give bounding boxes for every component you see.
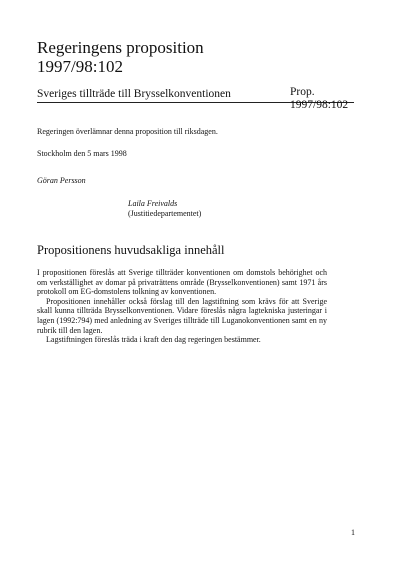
summary-paragraph: Propositionen innehåller också förslag till den lagstiftning som krävs för att Sverige skall kunna tillträda Brysselkonventionen. Vidare föreslås några lagtekniska justeringar i lagen (1992:794) med anledning av Sveriges tillträde till Luganokonventionen samt en ny rubrik till den lagen. (37, 296, 327, 335)
proposition-reference (290, 86, 348, 112)
page-number: 1 (351, 528, 355, 537)
document-title-line-2: 1997/98:102 (37, 57, 123, 76)
summary-paragraph: I propositionen föreslås att Sverige tillträder konventionen om domstols behörighet och om verkställighet av domar på privaträttens område (Brysselkonventionen) samt 1971 års protokoll om EG-domstolens tolkning av konventionen. (37, 268, 327, 297)
minister-signature (128, 199, 201, 219)
minister-department: (Justitiedepartementet) (128, 209, 202, 218)
document-subtitle: Sveriges tillträde till Brysselkonventionen (37, 88, 231, 100)
proposition-reference-number: 1997/98:102 (290, 99, 349, 111)
document-title (37, 38, 204, 76)
place-and-date: Stockholm den 5 mars 1998 (37, 149, 127, 158)
section-heading: Propositionens huvudsakliga innehåll (37, 243, 225, 257)
submission-statement: Regeringen överlämnar denna proposition till riksdagen. (37, 127, 218, 136)
prime-minister-signature: Göran Persson (37, 176, 86, 185)
document-title-line-1: Regeringens proposition (37, 38, 204, 57)
summary-paragraph: Lagstiftningen föreslås träda i kraft den dag regeringen bestämmer. (46, 335, 261, 345)
summary-body (37, 268, 327, 345)
minister-name: Laila Freivalds (128, 199, 178, 208)
proposition-reference-label: Prop. (290, 86, 315, 98)
